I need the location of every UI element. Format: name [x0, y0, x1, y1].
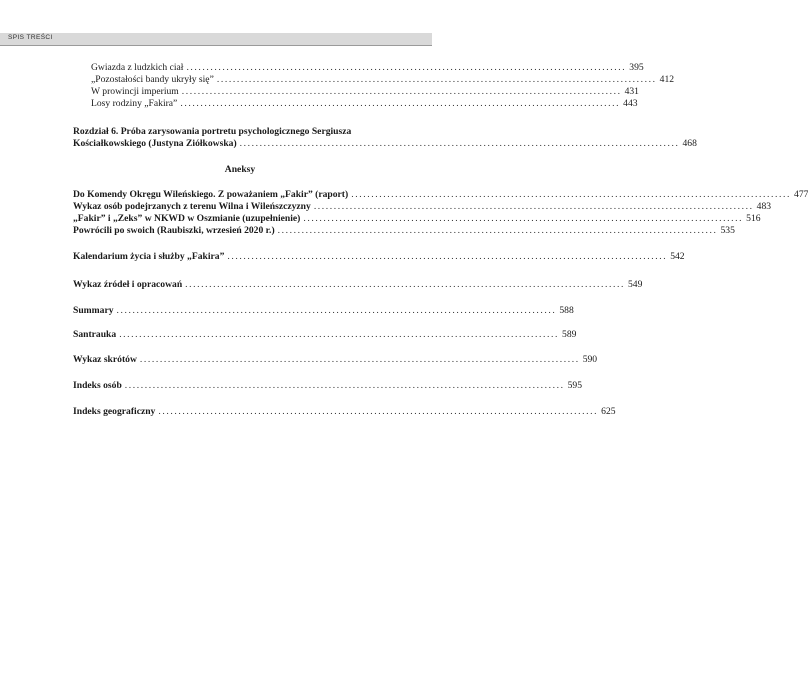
toc-entry-title: „Pozostałości bandy ukryły się”	[91, 74, 214, 85]
dot-leader: ..............................................................................................................	[277, 225, 718, 236]
toc-entry	[73, 329, 577, 341]
chapter-6-entry	[73, 138, 697, 150]
dot-leader: ..............................................................................................................	[239, 138, 680, 149]
toc-entry-title: Wykaz skrótów	[73, 354, 137, 365]
dot-leader: ..............................................................................................................	[303, 213, 744, 224]
toc-entry-page: 588	[559, 305, 574, 316]
toc-entry	[91, 74, 675, 86]
dot-leader: ..............................................................................................................	[181, 86, 622, 97]
toc-entry-page: 549	[628, 279, 643, 290]
toc-entry-page: 590	[582, 354, 598, 365]
toc-entry-page: 477	[794, 189, 808, 200]
dot-leader: ..............................................................................................................	[351, 189, 792, 200]
dot-leader: ..............................................................................................................	[158, 406, 599, 417]
running-header-label: SPIS TREŚCI	[8, 34, 53, 41]
toc-entry	[91, 62, 644, 74]
toc-entry-title: Wykaz źródeł i opracowań	[73, 279, 183, 290]
dot-leader: ..............................................................................................................	[116, 305, 557, 316]
dot-leader: ..............................................................................................................	[313, 201, 754, 212]
toc-entry-page: 443	[623, 98, 638, 109]
chapter-6-title-line1: Rozdział 6. Próba zarysowania portretu psychologicznego Sergiusza	[73, 126, 352, 137]
toc-entry	[73, 380, 583, 392]
toc-entry	[73, 305, 574, 317]
toc-entry-title: Powrócili po swoich (Raubiszki, wrzesień 2020 r.)	[73, 225, 275, 236]
dot-leader: ..............................................................................................................	[119, 329, 560, 340]
toc-entry-title: Indeks geograficzny	[73, 406, 156, 417]
running-header-bar	[0, 33, 432, 46]
toc-entry	[73, 251, 685, 263]
toc-entry-title: Indeks osób	[73, 380, 122, 391]
toc-entry-page: 468	[682, 138, 697, 149]
toc-entry-page: 412	[659, 74, 675, 85]
aneksy-heading: Aneksy	[224, 164, 256, 175]
toc-entry-title: Losy rodziny „Fakira”	[91, 98, 178, 109]
dot-leader: ..............................................................................................................	[185, 279, 625, 290]
dot-leader: ..............................................................................................................	[139, 354, 580, 365]
toc-entry-title: Do Komendy Okręgu Wileńskiego. Z poważaniem „Fakir” (raport)	[73, 189, 349, 200]
toc-entry-page: 395	[629, 62, 644, 73]
toc-entry	[73, 406, 616, 418]
toc-entry-title: Wykaz osób podejrzanych z terenu Wilna i Wileńszczyzny	[73, 201, 311, 212]
toc-entry	[91, 98, 638, 110]
toc-entry	[73, 279, 643, 291]
toc-entry-page: 516	[746, 213, 761, 224]
toc-entry-page: 595	[567, 380, 583, 391]
toc-entry-title: W prowincji imperium	[91, 86, 179, 97]
toc-entry	[73, 201, 772, 213]
dot-leader: ..............................................................................................................	[227, 251, 668, 262]
toc-entry-page: 589	[562, 329, 577, 340]
toc-entry-title: „Fakir” i „Zeks” w NKWD w Oszmianie (uzupełnienie)	[73, 213, 301, 224]
dot-leader: ..............................................................................................................	[216, 74, 657, 85]
toc-entry-page: 535	[720, 225, 735, 236]
toc-entry-title: Gwiazda z ludzkich ciał	[91, 62, 184, 73]
toc-entry	[73, 225, 735, 237]
toc-entry-page: 483	[756, 201, 772, 212]
toc-entry-title: Summary	[73, 305, 114, 316]
toc-entry-title: Kalendarium życia i służby „Fakira”	[73, 251, 225, 262]
toc-entry	[73, 189, 808, 201]
toc-entry-page: 625	[601, 406, 616, 417]
dot-leader: ..............................................................................................................	[124, 380, 565, 391]
toc-entry	[73, 354, 598, 366]
toc-entry	[91, 86, 639, 98]
toc-entry	[73, 213, 761, 225]
toc-entry-title: Santrauka	[73, 329, 117, 340]
dot-leader: ..............................................................................................................	[186, 62, 627, 73]
toc-entry-page: 542	[670, 251, 685, 262]
dot-leader: ..............................................................................................................	[180, 98, 621, 109]
chapter-6-title-line2: Kościałkowskiego (Justyna Ziółkowska)	[73, 138, 237, 149]
toc-entry-page: 431	[624, 86, 639, 97]
